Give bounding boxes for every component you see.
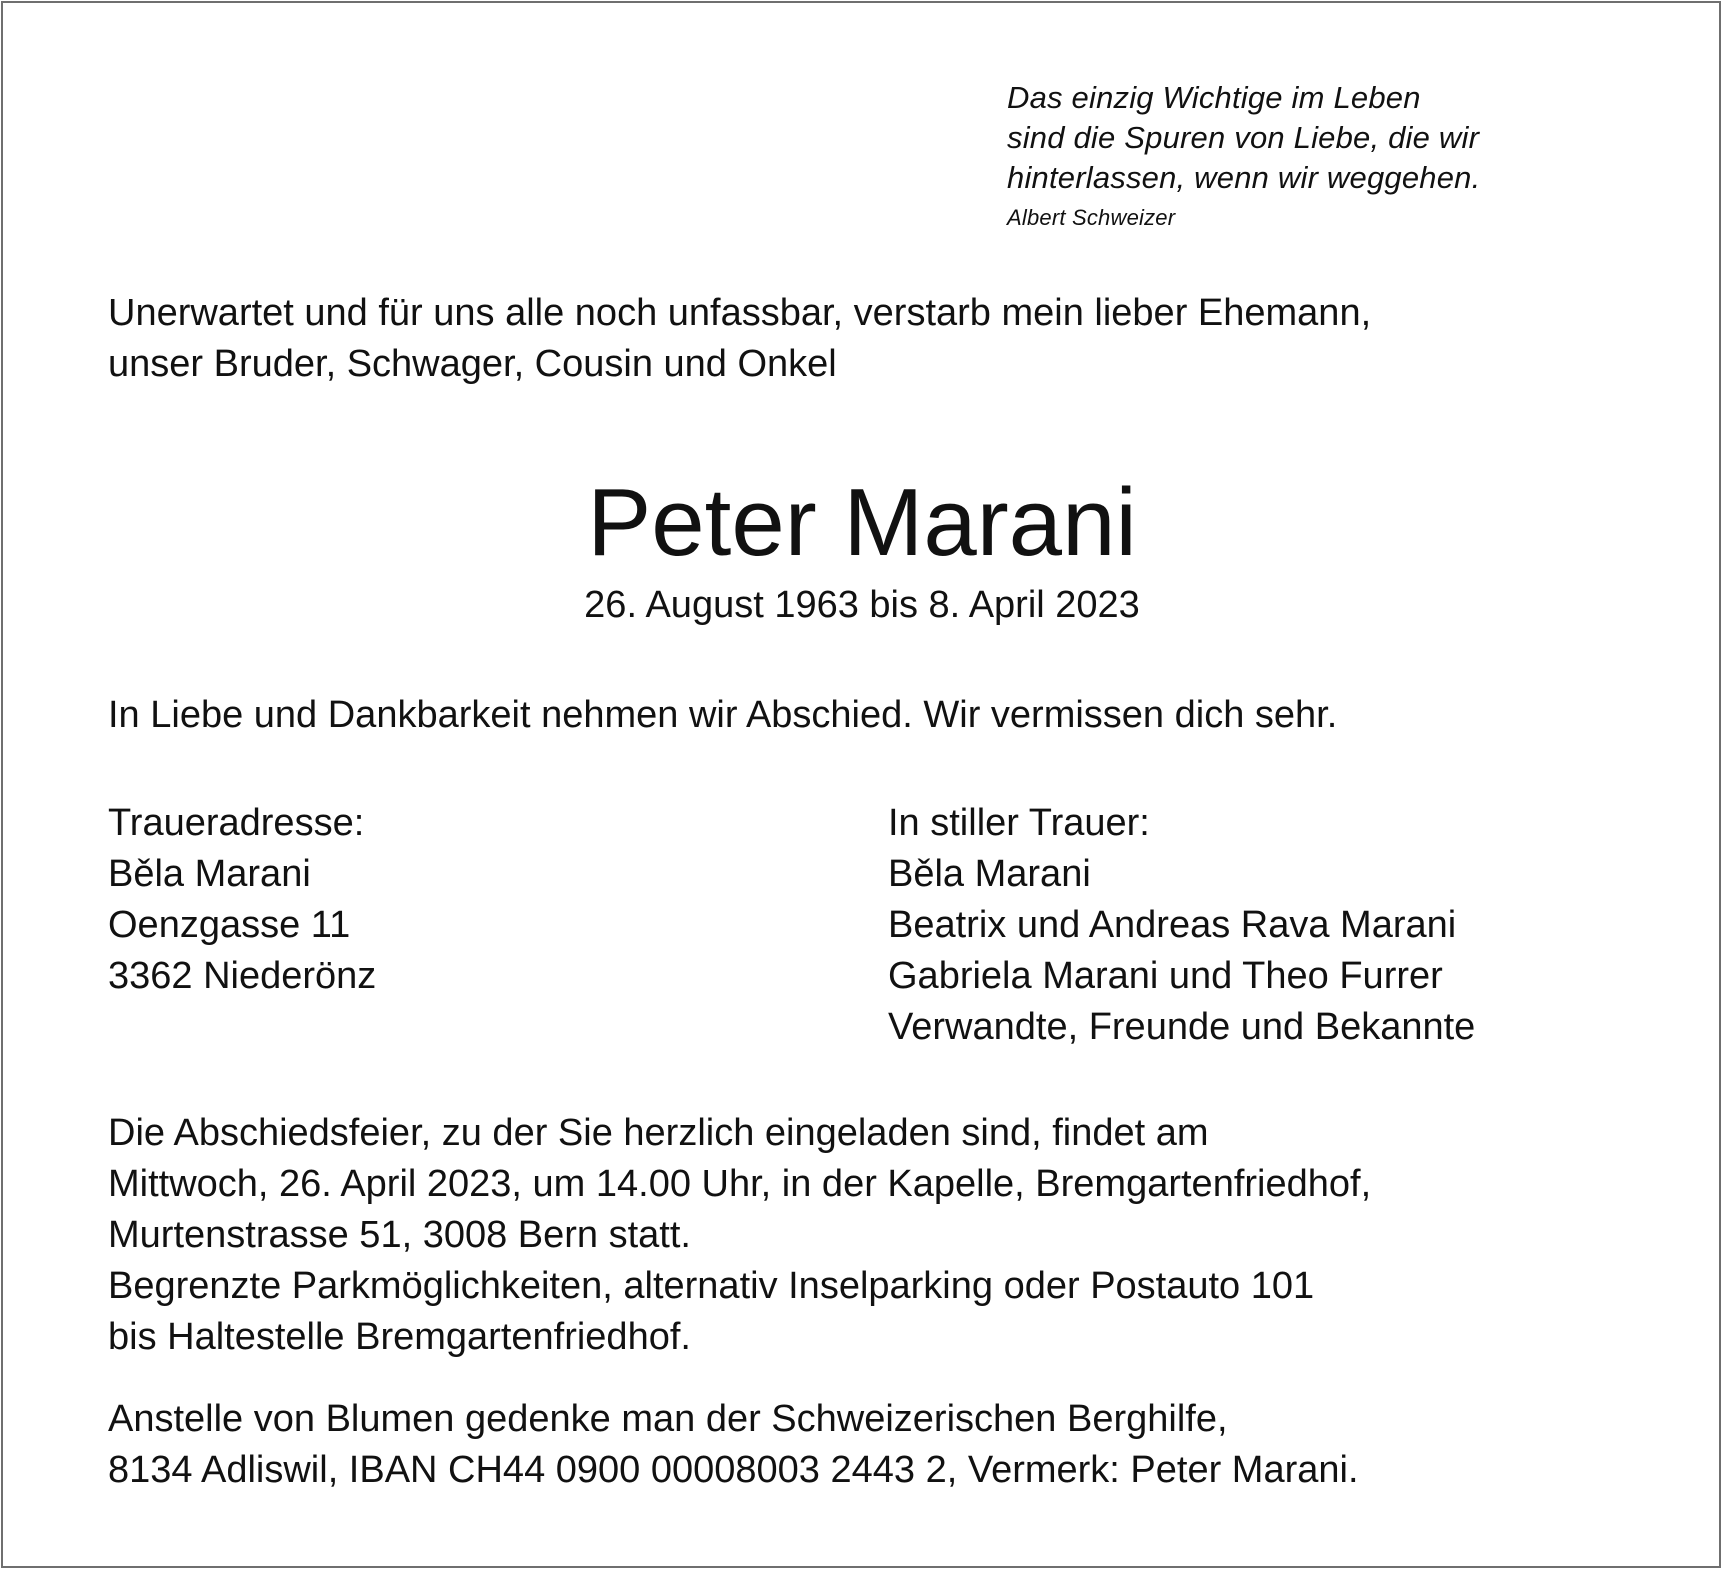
farewell-line: In Liebe und Dankbarkeit nehmen wir Abschied. Wir vermissen dich sehr. (108, 694, 1338, 736)
donation-line: 8134 Adliswil, IBAN CH44 0900 00008003 2443 2, Vermerk: Peter Marani. (108, 1449, 1359, 1491)
mourner-name: Běla Marani (888, 853, 1091, 895)
ceremony-line: Die Abschiedsfeier, zu der Sie herzlich eingeladen sind, findet am (108, 1112, 1209, 1154)
deceased-name: Peter Marani (587, 469, 1137, 576)
intro-line: Unerwartet und für uns alle noch unfassbar, verstarb mein lieber Ehemann, (108, 292, 1372, 334)
mourner-name: Beatrix und Andreas Rava Marani (888, 904, 1457, 946)
life-dates: 26. August 1963 bis 8. April 2023 (584, 584, 1140, 626)
address-heading: Traueradresse: (108, 802, 365, 844)
address-line: Oenzgasse 11 (108, 904, 351, 946)
mourner-name: Gabriela Marani und Theo Furrer (888, 955, 1443, 997)
donation-line: Anstelle von Blumen gedenke man der Schweizerischen Berghilfe, (108, 1398, 1228, 1440)
address-line: Běla Marani (108, 853, 311, 895)
address-line: 3362 Niederönz (108, 955, 377, 997)
donation-note (108, 1394, 1359, 1496)
intro-line: unser Bruder, Schwager, Cousin und Onkel (108, 343, 837, 385)
ceremony-line: Mittwoch, 26. April 2023, um 14.00 Uhr, in der Kapelle, Bremgartenfriedhof, (108, 1163, 1372, 1205)
mourners-list (888, 798, 1475, 1053)
quote-line: sind die Spuren von Liebe, die wir (1007, 120, 1480, 155)
mourner-name: Verwandte, Freunde und Bekannte (888, 1006, 1476, 1048)
mourners-heading: In stiller Trauer: (888, 802, 1150, 844)
ceremony-line: bis Haltestelle Bremgartenfriedhof. (108, 1316, 691, 1358)
quote-author: Albert Schweizer (1007, 205, 1176, 230)
ceremony-line: Murtenstrasse 51, 3008 Bern statt. (108, 1214, 691, 1256)
quote-line: hinterlassen, wenn wir weggehen. (1007, 160, 1481, 195)
quote-block (1007, 78, 1647, 234)
ceremony-line: Begrenzte Parkmöglichkeiten, alternativ Inselparking oder Postauto 101 (108, 1265, 1315, 1307)
intro-text (108, 288, 1371, 390)
mourning-address (108, 798, 376, 1002)
quote-line: Das einzig Wichtige im Leben (1007, 80, 1421, 115)
farewell-text (108, 690, 1337, 741)
ceremony-details (108, 1108, 1371, 1363)
